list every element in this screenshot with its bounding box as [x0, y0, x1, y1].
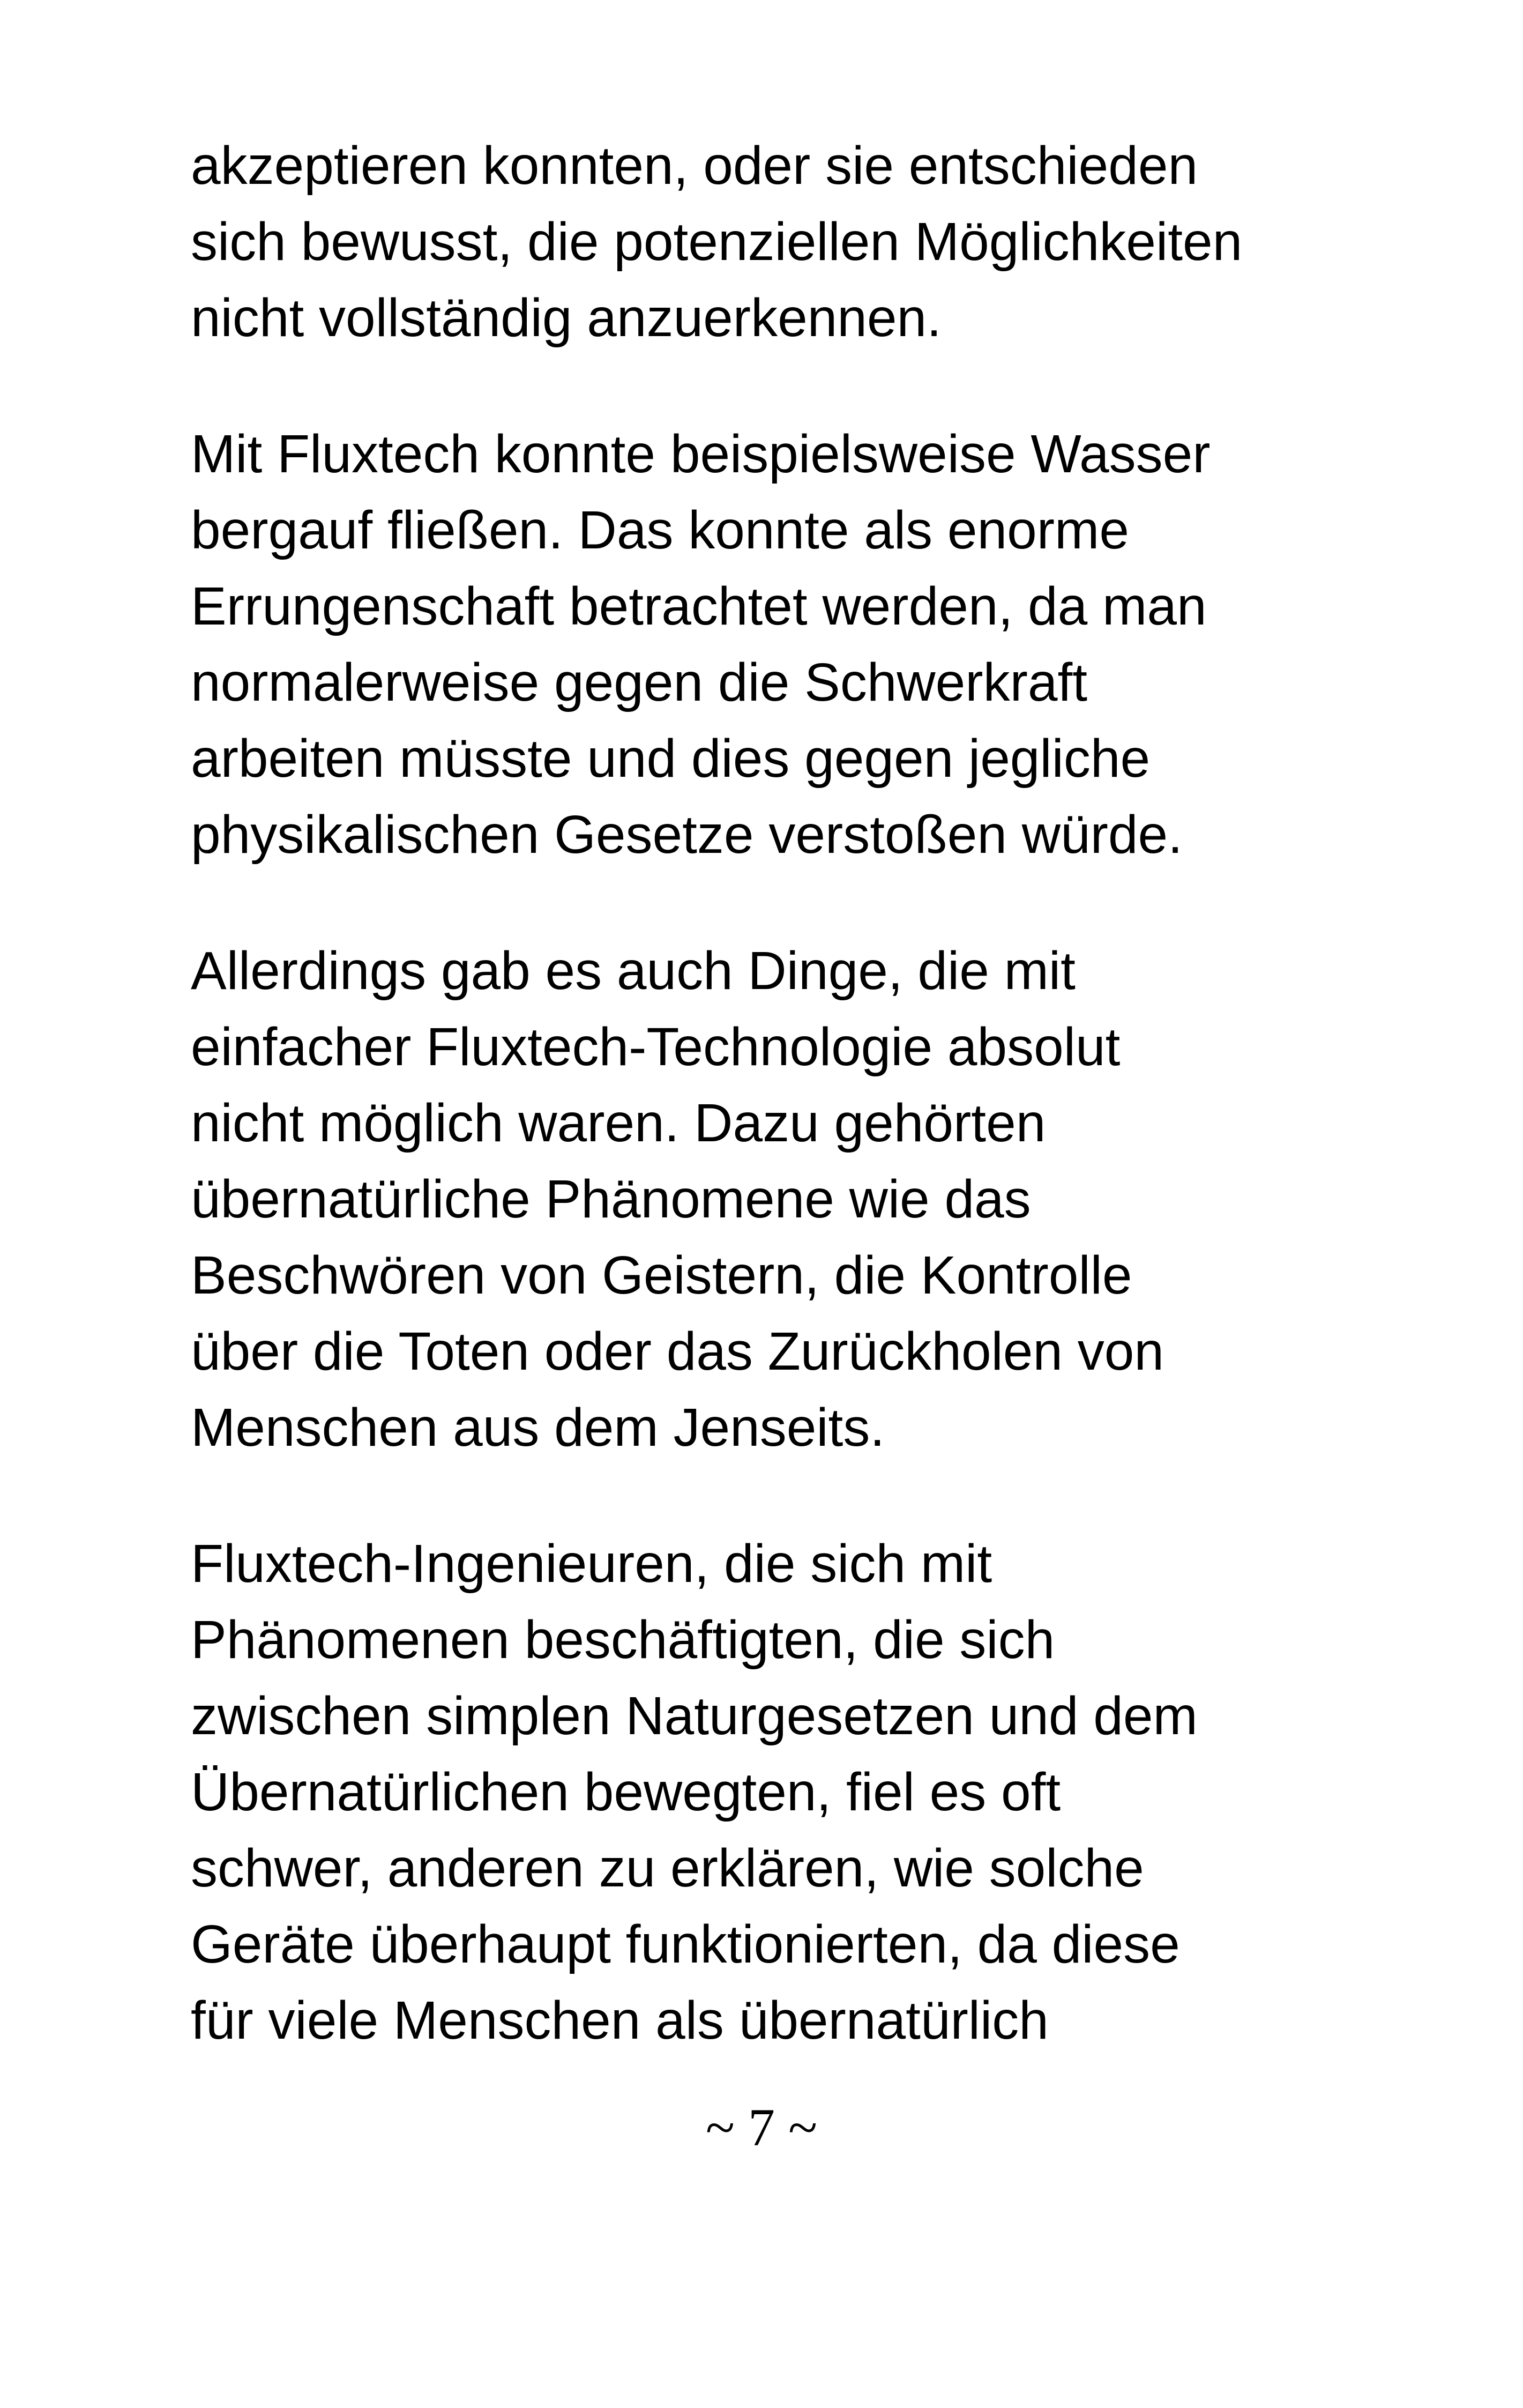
text-line: Errungenschaft betrachtet werden, da man	[191, 576, 1207, 636]
text-line: Menschen aus dem Jenseits.	[191, 1398, 885, 1458]
text-line: Fluxtech-Ingenieuren, die sich mit	[191, 1534, 992, 1594]
paragraph-3	[191, 933, 1391, 1466]
text-line: Mit Fluxtech konnte beispielsweise Wasser	[191, 424, 1211, 484]
text-line: zwischen simplen Naturgesetzen und dem	[191, 1686, 1198, 1746]
text-line: bergauf fließen. Das konnte als enorme	[191, 500, 1129, 560]
paragraph-2	[191, 416, 1391, 873]
text-line: normalerweise gegen die Schwerkraft	[191, 652, 1088, 712]
paragraph-4	[191, 1526, 1391, 2058]
text-line: nicht vollständig anzuerkennen.	[191, 288, 942, 348]
page-number: ~ 7 ~	[705, 2098, 818, 2157]
text-line: Übernatürlichen bewegten, fiel es oft	[191, 1762, 1061, 1822]
text-line: über die Toten oder das Zurückholen von	[191, 1321, 1164, 1381]
text-line: physikalischen Gesetze verstoßen würde.	[191, 805, 1183, 865]
text-line: arbeiten müsste und dies gegen jegliche	[191, 729, 1151, 789]
text-line: für viele Menschen als übernatürlich	[191, 1990, 1049, 2050]
text-line: übernatürliche Phänomene wie das	[191, 1169, 1031, 1229]
text-line: nicht möglich waren. Dazu gehörten	[191, 1093, 1046, 1153]
text-line: Geräte überhaupt funktionierten, da diese	[191, 1914, 1180, 1974]
text-line: einfacher Fluxtech-Technologie absolut	[191, 1017, 1121, 1077]
text-line: Beschwören von Geistern, die Kontrolle	[191, 1245, 1132, 1305]
paragraph-1	[191, 128, 1391, 356]
text-line: schwer, anderen zu erklären, wie solche	[191, 1838, 1144, 1898]
text-line: Allerdings gab es auch Dinge, die mit	[191, 941, 1076, 1001]
text-line: akzeptieren konnten, oder sie entschieden	[191, 136, 1198, 196]
text-line: Phänomenen beschäftigten, die sich	[191, 1610, 1055, 1670]
body-text	[191, 128, 1391, 2058]
text-line: sich bewusst, die potenziellen Möglichkeiten	[191, 212, 1243, 272]
